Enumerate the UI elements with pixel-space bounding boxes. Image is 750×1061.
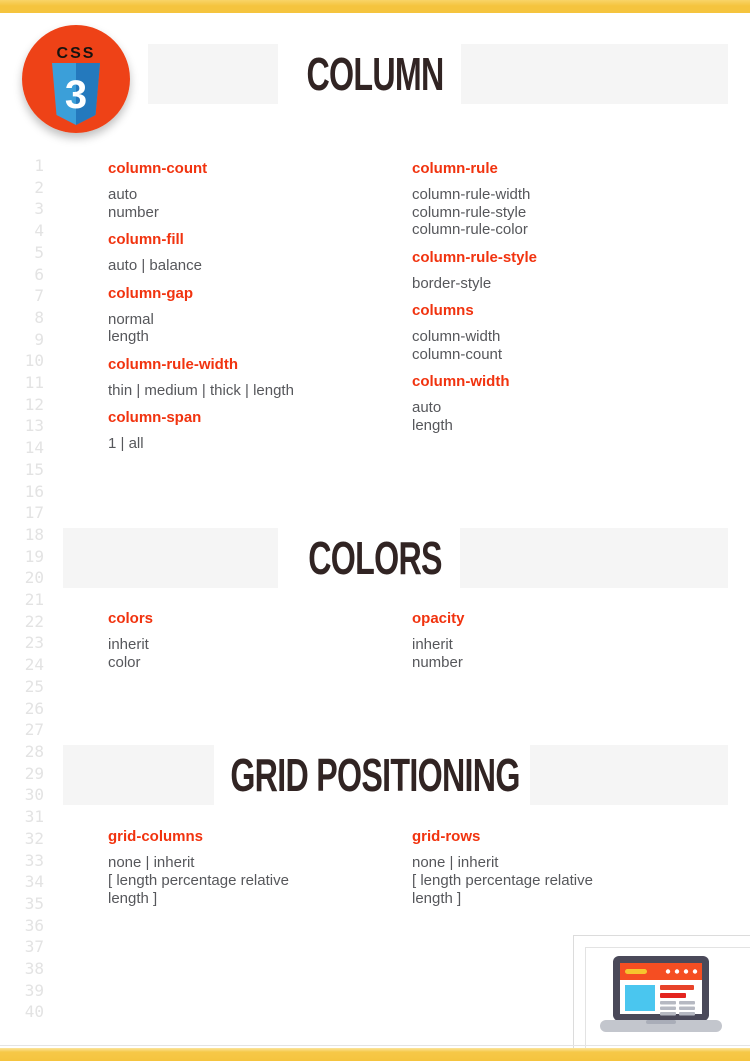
line-number: 27 — [24, 720, 44, 740]
line-number: 32 — [24, 828, 44, 848]
property-name: column-rule-width — [108, 355, 238, 373]
line-number: 28 — [24, 741, 44, 761]
line-number: 11 — [24, 373, 44, 393]
property-value: number — [108, 203, 159, 221]
css3-logo — [22, 25, 130, 133]
line-number: 5 — [34, 242, 44, 262]
property-name: column-width — [412, 373, 510, 390]
line-number-gutter — [0, 155, 44, 1023]
property-entry — [108, 829, 408, 908]
property-value: 1 | all — [108, 435, 144, 452]
property-values — [108, 382, 408, 400]
line-number: 33 — [24, 850, 44, 870]
property-value: none | inherit — [108, 854, 195, 871]
property-entry — [412, 829, 742, 908]
line-number: 38 — [24, 959, 44, 979]
line-number: 30 — [24, 785, 44, 805]
property-value: column-rule-style — [412, 203, 527, 221]
logo-shield-number: 3 — [64, 73, 88, 117]
css3-logo-icon — [22, 25, 130, 133]
property-value: column-rule-width — [412, 186, 531, 203]
property-value: inherit — [108, 636, 149, 653]
line-number: 29 — [24, 763, 44, 783]
line-number: 13 — [24, 416, 44, 436]
line-number: 40 — [24, 1002, 44, 1022]
section-header-grid-positioning — [0, 745, 750, 805]
property-name: column-fill — [108, 231, 184, 248]
property-values — [412, 275, 742, 293]
section-header-colors — [0, 528, 750, 588]
property-name: opacity — [412, 610, 465, 627]
property-value: length ] — [108, 890, 158, 907]
property-name: grid-columns — [108, 828, 204, 845]
line-number: 10 — [24, 351, 44, 371]
property-name: column-gap — [108, 284, 193, 302]
property-entry — [108, 410, 408, 453]
property-entry — [108, 611, 408, 672]
line-number: 22 — [24, 611, 44, 631]
property-entry — [412, 250, 742, 293]
colors-section-right-column — [412, 600, 742, 672]
property-value: normal — [108, 310, 154, 328]
line-number: 37 — [24, 937, 44, 957]
line-number: 4 — [34, 221, 44, 241]
property-value: thin | medium | thick | length — [108, 381, 294, 399]
property-name: colors — [108, 610, 154, 627]
property-value: auto | balance — [108, 257, 202, 274]
property-entry — [412, 161, 742, 239]
property-entry — [412, 303, 742, 363]
property-values — [412, 399, 742, 434]
line-number: 6 — [34, 264, 44, 284]
property-entry — [412, 374, 742, 434]
section-title-column: COLUMN — [306, 48, 444, 100]
laptop-icon — [598, 956, 724, 1034]
property-values — [108, 186, 408, 221]
colors-section-left-column — [108, 600, 408, 672]
property-values — [412, 636, 742, 672]
section-title-grid-positioning: GRID POSITIONING — [230, 749, 520, 801]
line-number: 35 — [24, 893, 44, 913]
line-number: 8 — [34, 307, 44, 327]
property-values — [108, 636, 408, 672]
property-value: auto — [412, 399, 442, 416]
line-number: 19 — [24, 546, 44, 566]
property-value: inherit — [412, 636, 453, 653]
property-name: column-rule — [412, 160, 498, 177]
line-number: 18 — [24, 524, 44, 544]
property-value: auto — [108, 186, 138, 203]
property-value: [ length percentage relative — [108, 872, 289, 889]
line-number: 39 — [24, 980, 44, 1000]
property-entry — [108, 357, 408, 400]
property-values — [412, 328, 742, 363]
property-value: number — [412, 654, 463, 671]
line-number: 34 — [24, 872, 44, 892]
property-value: column-width — [412, 328, 501, 345]
property-entry — [108, 286, 408, 346]
line-number: 20 — [24, 568, 44, 588]
property-entry — [108, 161, 408, 221]
property-value: color — [108, 654, 141, 671]
line-number: 26 — [24, 698, 44, 718]
line-number: 23 — [24, 633, 44, 653]
line-number: 12 — [24, 394, 44, 414]
property-value: column-rule-color — [412, 221, 528, 238]
line-number: 3 — [34, 199, 44, 219]
page-bottom-edge — [0, 1045, 750, 1046]
property-name: columns — [412, 302, 474, 319]
property-name: column-rule-style — [412, 248, 538, 266]
section-title-colors: COLORS — [308, 532, 442, 584]
property-value: length — [108, 328, 149, 345]
property-entry — [108, 232, 408, 275]
property-values — [412, 186, 742, 239]
property-values — [108, 311, 408, 346]
line-number: 24 — [24, 655, 44, 675]
property-values — [108, 257, 408, 275]
line-number: 31 — [24, 807, 44, 827]
line-number: 1 — [34, 156, 44, 175]
top-accent-bar — [0, 0, 750, 13]
property-values — [412, 854, 742, 908]
line-number: 21 — [24, 590, 44, 610]
property-name: grid-rows — [412, 828, 481, 845]
grid-section-right-column — [412, 818, 742, 908]
property-values — [108, 854, 408, 908]
line-number: 15 — [24, 459, 44, 479]
property-value: border-style — [412, 274, 492, 292]
column-section-left-column — [108, 150, 408, 453]
property-value: length ] — [412, 890, 462, 907]
line-number: 9 — [34, 329, 44, 349]
line-number: 2 — [34, 177, 44, 197]
line-number: 7 — [34, 286, 44, 306]
line-number: 17 — [24, 503, 44, 523]
property-name: column-count — [108, 160, 208, 177]
property-values — [108, 435, 408, 453]
css3-shield-icon — [52, 63, 100, 125]
bottom-accent-bar — [0, 1048, 750, 1061]
logo-css-label: CSS — [56, 45, 96, 62]
property-value: [ length percentage relative — [412, 872, 593, 889]
property-value: length — [412, 416, 453, 434]
grid-section-left-column — [108, 818, 408, 908]
line-number: 36 — [24, 915, 44, 935]
property-value: none | inherit — [412, 854, 499, 871]
column-section-right-column — [412, 150, 742, 434]
property-name: column-span — [108, 409, 202, 426]
property-entry — [412, 611, 742, 672]
line-number: 25 — [24, 676, 44, 696]
property-value: column-count — [412, 345, 503, 363]
line-number: 14 — [24, 438, 44, 458]
line-number: 16 — [24, 481, 44, 501]
